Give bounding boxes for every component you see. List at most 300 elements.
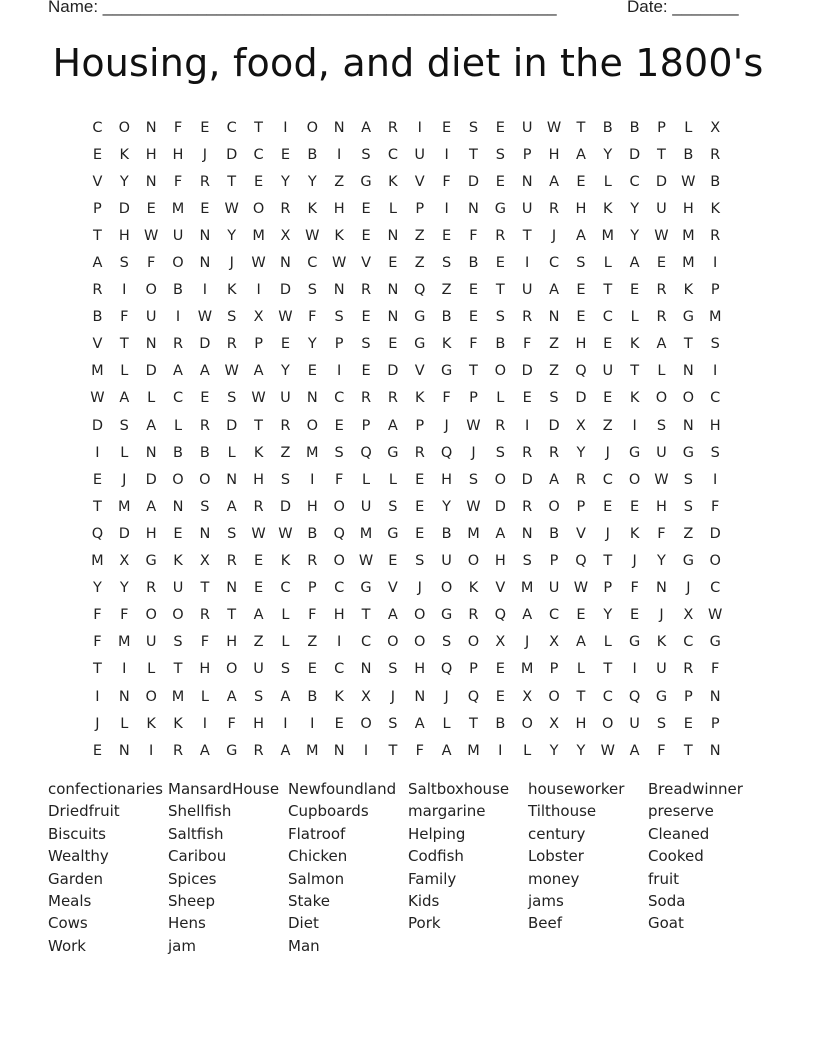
grid-letter[interactable]: Y [227, 227, 237, 244]
grid-letter[interactable]: M [708, 309, 722, 326]
grid-letter[interactable]: E [576, 173, 586, 190]
grid-letter[interactable]: K [280, 553, 291, 570]
grid-letter[interactable]: I [310, 471, 315, 488]
grid-letter[interactable]: A [253, 363, 264, 380]
grid-letter[interactable]: S [522, 553, 532, 570]
grid-letter[interactable]: W [331, 255, 347, 272]
grid-letter[interactable]: F [657, 525, 666, 542]
grid-letter[interactable]: R [549, 200, 560, 217]
grid-letter[interactable]: J [551, 227, 557, 244]
grid-letter[interactable]: I [337, 146, 342, 163]
grid-letter[interactable]: E [361, 200, 371, 217]
grid-letter[interactable]: G [226, 742, 238, 759]
grid-letter[interactable]: E [495, 173, 505, 190]
grid-letter[interactable]: G [387, 444, 399, 461]
grid-letter[interactable]: S [415, 553, 425, 570]
grid-letter[interactable]: S [468, 119, 479, 136]
grid-letter[interactable]: U [172, 580, 184, 597]
grid-letter[interactable]: W [305, 227, 320, 244]
grid-letter[interactable]: X [361, 688, 371, 705]
grid-letter[interactable]: M [306, 742, 319, 759]
grid-letter[interactable]: K [656, 634, 667, 651]
grid-letter[interactable]: D [494, 498, 506, 515]
grid-letter[interactable]: W [546, 119, 562, 136]
grid-letter[interactable]: Q [414, 282, 426, 299]
grid-letter[interactable]: R [360, 390, 372, 407]
grid-letter[interactable]: V [92, 336, 103, 353]
grid-letter[interactable]: Y [576, 742, 586, 759]
grid-letter[interactable]: F [523, 336, 532, 353]
grid-letter[interactable]: P [361, 417, 371, 434]
grid-letter[interactable]: L [227, 444, 236, 461]
grid-letter[interactable]: T [388, 742, 398, 759]
grid-letter[interactable]: O [306, 119, 319, 136]
grid-letter[interactable]: A [119, 390, 130, 407]
grid-letter[interactable]: G [360, 580, 372, 597]
grid-letter[interactable]: Z [441, 282, 452, 299]
grid-letter[interactable]: X [575, 417, 586, 434]
grid-letter[interactable]: O [628, 471, 641, 488]
grid-letter[interactable]: X [549, 715, 559, 732]
grid-letter[interactable]: X [280, 227, 291, 244]
grid-letter[interactable]: G [494, 200, 506, 217]
grid-letter[interactable]: M [359, 525, 373, 542]
grid-letter[interactable]: G [655, 688, 668, 705]
grid-letter[interactable]: W [600, 742, 615, 759]
grid-letter[interactable]: E [576, 607, 586, 624]
grid-letter[interactable]: N [333, 119, 345, 136]
grid-letter[interactable]: D [467, 173, 480, 190]
grid-letter[interactable]: B [307, 525, 318, 542]
grid-letter[interactable]: I [337, 363, 342, 380]
grid-letter[interactable]: I [525, 255, 530, 272]
grid-letter[interactable]: J [605, 525, 610, 542]
grid-letter[interactable]: E [495, 119, 505, 136]
grid-letter[interactable]: D [91, 417, 104, 434]
grid-letter[interactable]: A [414, 715, 425, 732]
grid-letter[interactable]: B [710, 173, 721, 190]
grid-letter[interactable]: B [173, 282, 183, 299]
grid-letter[interactable]: N [387, 309, 399, 326]
grid-letter[interactable]: M [118, 634, 131, 651]
grid-letter[interactable]: D [629, 146, 641, 163]
grid-letter[interactable]: P [93, 200, 102, 217]
grid-letter[interactable]: S [495, 146, 505, 163]
grid-letter[interactable]: J [229, 255, 234, 272]
grid-letter[interactable]: F [415, 742, 424, 759]
grid-letter[interactable]: E [656, 255, 667, 272]
grid-letter[interactable]: D [655, 173, 668, 190]
grid-letter[interactable]: I [202, 715, 207, 732]
grid-letter[interactable]: B [468, 255, 479, 272]
grid-letter[interactable]: R [253, 498, 264, 515]
grid-letter[interactable]: H [575, 200, 587, 217]
grid-letter[interactable]: R [146, 580, 157, 597]
grid-letter[interactable]: E [280, 336, 291, 353]
grid-letter[interactable]: Q [91, 525, 104, 542]
grid-letter[interactable]: O [414, 634, 426, 651]
grid-letter[interactable]: E [200, 390, 210, 407]
grid-letter[interactable]: N [387, 282, 399, 299]
grid-letter[interactable]: L [523, 742, 532, 759]
grid-letter[interactable]: O [333, 498, 345, 515]
grid-letter[interactable]: H [441, 471, 453, 488]
grid-letter[interactable]: E [334, 417, 344, 434]
grid-letter[interactable]: A [280, 688, 291, 705]
grid-letter[interactable]: X [253, 309, 264, 326]
grid-letter[interactable]: S [173, 634, 183, 651]
grid-letter[interactable]: H [199, 661, 211, 678]
grid-letter[interactable]: M [171, 200, 185, 217]
grid-letter[interactable]: W [681, 173, 696, 190]
grid-letter[interactable]: S [683, 471, 693, 488]
grid-letter[interactable]: U [145, 309, 157, 326]
grid-letter[interactable]: B [307, 146, 318, 163]
grid-letter[interactable]: G [682, 309, 694, 326]
grid-letter[interactable]: R [575, 471, 586, 488]
grid-letter[interactable]: O [252, 200, 265, 217]
grid-letter[interactable]: I [632, 661, 637, 678]
grid-letter[interactable]: R [549, 444, 560, 461]
grid-letter[interactable]: R [172, 336, 184, 353]
grid-letter[interactable]: E [92, 742, 103, 759]
grid-letter[interactable]: A [549, 471, 559, 488]
grid-letter[interactable]: F [308, 309, 317, 326]
grid-letter[interactable]: T [469, 715, 478, 732]
grid-letter[interactable]: D [575, 390, 587, 407]
grid-letter[interactable]: H [414, 661, 426, 678]
grid-letter[interactable]: S [361, 146, 371, 163]
grid-letter[interactable]: S [253, 688, 264, 705]
grid-letter[interactable]: M [91, 553, 104, 570]
grid-letter[interactable]: T [227, 607, 237, 624]
grid-letter[interactable]: K [388, 173, 398, 190]
grid-letter[interactable]: C [307, 255, 318, 272]
grid-letter[interactable]: E [361, 309, 371, 326]
grid-letter[interactable]: N [709, 688, 721, 705]
grid-letter[interactable]: L [120, 363, 129, 380]
grid-letter[interactable]: A [549, 282, 559, 299]
grid-letter[interactable]: N [682, 363, 694, 380]
grid-letter[interactable]: N [172, 498, 184, 515]
grid-letter[interactable]: I [95, 444, 100, 461]
grid-letter[interactable]: M [171, 688, 185, 705]
grid-letter[interactable]: V [92, 173, 103, 190]
grid-letter[interactable]: R [522, 309, 533, 326]
grid-letter[interactable]: N [468, 200, 479, 217]
grid-letter[interactable]: M [252, 227, 265, 244]
grid-letter[interactable]: A [629, 255, 640, 272]
grid-letter[interactable]: B [629, 119, 640, 136]
grid-letter[interactable]: T [469, 146, 478, 163]
grid-letter[interactable]: S [119, 255, 129, 272]
grid-letter[interactable]: H [656, 498, 667, 515]
grid-letter[interactable]: K [146, 715, 156, 732]
grid-letter[interactable]: Y [119, 580, 129, 597]
grid-letter[interactable]: W [143, 227, 159, 244]
grid-letter[interactable]: L [147, 390, 156, 407]
grid-letter[interactable]: U [521, 200, 533, 217]
grid-letter[interactable]: R [495, 227, 506, 244]
grid-letter[interactable]: J [390, 688, 396, 705]
grid-letter[interactable]: U [521, 119, 533, 136]
grid-letter[interactable]: K [173, 715, 183, 732]
grid-letter[interactable]: Y [630, 200, 640, 217]
grid-letter[interactable]: U [280, 390, 291, 407]
grid-letter[interactable]: T [254, 119, 264, 136]
grid-letter[interactable]: N [682, 417, 694, 434]
grid-letter[interactable]: I [444, 200, 449, 217]
grid-letter[interactable]: O [172, 255, 184, 272]
grid-letter[interactable]: N [360, 661, 372, 678]
grid-letter[interactable]: P [334, 336, 344, 353]
grid-letter[interactable]: B [495, 715, 506, 732]
grid-letter[interactable]: P [549, 661, 559, 678]
grid-letter[interactable]: P [710, 715, 720, 732]
grid-letter[interactable]: A [173, 363, 183, 380]
grid-letter[interactable]: W [197, 309, 213, 326]
grid-letter[interactable]: Z [414, 227, 425, 244]
grid-letter[interactable]: M [306, 444, 319, 461]
grid-letter[interactable]: R [226, 553, 237, 570]
grid-letter[interactable]: R [226, 336, 237, 353]
grid-letter[interactable]: U [172, 227, 184, 244]
grid-letter[interactable]: O [602, 715, 614, 732]
grid-letter[interactable]: C [548, 255, 560, 272]
grid-letter[interactable]: I [175, 309, 181, 326]
grid-letter[interactable]: E [495, 661, 505, 678]
grid-letter[interactable]: B [92, 309, 103, 326]
grid-letter[interactable]: H [575, 715, 587, 732]
grid-letter[interactable]: B [307, 688, 318, 705]
grid-letter[interactable]: I [417, 119, 422, 136]
grid-letter[interactable]: T [469, 363, 478, 380]
grid-letter[interactable]: L [442, 715, 451, 732]
grid-letter[interactable]: Y [630, 227, 640, 244]
grid-letter[interactable]: E [415, 525, 425, 542]
grid-letter[interactable]: J [444, 688, 449, 705]
grid-letter[interactable]: L [388, 471, 397, 488]
grid-letter[interactable]: F [120, 607, 129, 624]
grid-letter[interactable]: H [118, 227, 130, 244]
grid-letter[interactable]: K [629, 525, 640, 542]
grid-letter[interactable]: R [710, 146, 721, 163]
grid-letter[interactable]: H [709, 417, 721, 434]
grid-letter[interactable]: S [227, 309, 237, 326]
grid-letter[interactable]: G [682, 444, 694, 461]
grid-letter[interactable]: X [495, 634, 506, 651]
grid-letter[interactable]: S [683, 498, 693, 515]
grid-letter[interactable]: V [575, 525, 586, 542]
grid-letter[interactable]: R [495, 417, 506, 434]
grid-letter[interactable]: E [200, 200, 210, 217]
grid-letter[interactable]: Z [280, 444, 291, 461]
grid-letter[interactable]: G [414, 309, 426, 326]
grid-letter[interactable]: U [548, 580, 560, 597]
grid-letter[interactable]: S [549, 390, 559, 407]
grid-letter[interactable]: K [468, 580, 479, 597]
grid-letter[interactable]: P [254, 336, 263, 353]
grid-letter[interactable]: U [414, 146, 426, 163]
grid-letter[interactable]: E [361, 363, 371, 380]
grid-letter[interactable]: L [576, 661, 585, 678]
grid-letter[interactable]: T [683, 336, 693, 353]
grid-letter[interactable]: S [119, 417, 129, 434]
grid-letter[interactable]: N [414, 688, 426, 705]
grid-letter[interactable]: C [548, 607, 560, 624]
grid-letter[interactable]: F [173, 173, 183, 190]
grid-letter[interactable]: W [251, 390, 266, 407]
grid-letter[interactable]: W [466, 498, 481, 515]
grid-letter[interactable]: O [145, 282, 157, 299]
grid-letter[interactable]: A [387, 417, 398, 434]
grid-letter[interactable]: I [256, 282, 261, 299]
grid-letter[interactable]: R [307, 553, 318, 570]
grid-letter[interactable]: S [200, 498, 210, 515]
grid-letter[interactable]: M [118, 498, 131, 515]
grid-letter[interactable]: N [548, 309, 560, 326]
grid-letter[interactable]: B [683, 146, 694, 163]
grid-letter[interactable]: R [199, 173, 210, 190]
grid-letter[interactable]: S [334, 444, 344, 461]
grid-letter[interactable]: R [522, 444, 533, 461]
grid-letter[interactable]: S [441, 634, 452, 651]
grid-letter[interactable]: Z [549, 363, 559, 380]
grid-letter[interactable]: N [306, 390, 318, 407]
grid-letter[interactable]: L [361, 471, 371, 488]
grid-letter[interactable]: S [656, 715, 667, 732]
grid-letter[interactable]: W [224, 363, 239, 380]
grid-letter[interactable]: S [227, 390, 237, 407]
grid-letter[interactable]: I [632, 417, 637, 434]
grid-letter[interactable]: H [548, 146, 560, 163]
grid-letter[interactable]: G [387, 525, 399, 542]
grid-letter[interactable]: Q [440, 444, 453, 461]
grid-letter[interactable]: M [91, 363, 104, 380]
grid-letter[interactable]: E [92, 146, 103, 163]
grid-letter[interactable]: C [334, 580, 345, 597]
grid-letter[interactable]: H [145, 146, 157, 163]
grid-letter[interactable]: R [710, 227, 721, 244]
grid-letter[interactable]: D [709, 525, 721, 542]
grid-letter[interactable]: R [199, 607, 210, 624]
grid-letter[interactable]: O [145, 688, 157, 705]
grid-letter[interactable]: C [629, 173, 640, 190]
grid-letter[interactable]: Q [360, 444, 372, 461]
grid-letter[interactable]: D [199, 336, 211, 353]
grid-letter[interactable]: R [280, 200, 291, 217]
grid-letter[interactable]: A [549, 173, 559, 190]
grid-letter[interactable]: Q [628, 688, 641, 705]
grid-letter[interactable]: N [145, 336, 157, 353]
grid-letter[interactable]: T [576, 688, 586, 705]
grid-letter[interactable]: S [656, 417, 667, 434]
grid-letter[interactable]: E [173, 525, 183, 542]
grid-letter[interactable]: D [279, 282, 292, 299]
grid-letter[interactable]: C [387, 146, 398, 163]
grid-letter[interactable]: F [630, 580, 639, 597]
grid-letter[interactable]: D [226, 146, 238, 163]
grid-letter[interactable]: I [713, 255, 718, 272]
grid-letter[interactable]: T [683, 742, 693, 759]
grid-letter[interactable]: K [226, 282, 237, 299]
grid-letter[interactable]: M [682, 227, 695, 244]
grid-letter[interactable]: W [654, 471, 669, 488]
grid-letter[interactable]: I [283, 715, 288, 732]
grid-letter[interactable]: M [682, 255, 695, 272]
grid-letter[interactable]: J [471, 444, 476, 461]
grid-letter[interactable]: N [199, 255, 211, 272]
grid-letter[interactable]: H [333, 200, 345, 217]
grid-letter[interactable]: C [710, 580, 721, 597]
grid-letter[interactable]: E [254, 580, 264, 597]
grid-letter[interactable]: C [360, 634, 372, 651]
grid-letter[interactable]: P [549, 553, 559, 570]
grid-letter[interactable]: P [469, 390, 478, 407]
grid-letter[interactable]: O [414, 607, 426, 624]
grid-letter[interactable]: O [521, 715, 533, 732]
grid-letter[interactable]: U [656, 661, 667, 678]
grid-letter[interactable]: Q [333, 525, 345, 542]
grid-letter[interactable]: K [683, 282, 694, 299]
grid-letter[interactable]: C [602, 688, 613, 705]
grid-letter[interactable]: K [334, 688, 344, 705]
grid-letter[interactable]: S [710, 336, 720, 353]
grid-letter[interactable]: L [603, 255, 612, 272]
grid-letter[interactable]: Q [575, 363, 587, 380]
grid-letter[interactable]: M [520, 661, 534, 678]
grid-letter[interactable]: L [200, 688, 209, 705]
grid-letter[interactable]: F [469, 336, 478, 353]
grid-letter[interactable]: M [467, 742, 480, 759]
grid-letter[interactable]: S [280, 661, 291, 678]
grid-letter[interactable]: S [495, 444, 505, 461]
grid-letter[interactable]: N [145, 444, 157, 461]
grid-letter[interactable]: D [548, 417, 560, 434]
grid-letter[interactable]: T [657, 146, 666, 163]
grid-letter[interactable]: S [495, 309, 505, 326]
grid-letter[interactable]: M [467, 525, 480, 542]
grid-letter[interactable]: L [173, 417, 183, 434]
grid-letter[interactable]: R [360, 282, 372, 299]
grid-letter[interactable]: D [145, 471, 157, 488]
grid-letter[interactable]: N [145, 173, 157, 190]
grid-letter[interactable]: A [575, 146, 586, 163]
grid-letter[interactable]: P [710, 282, 720, 299]
grid-letter[interactable]: O [199, 471, 211, 488]
grid-letter[interactable]: A [253, 607, 264, 624]
grid-letter[interactable]: F [711, 498, 720, 515]
grid-letter[interactable]: U [441, 553, 452, 570]
grid-letter[interactable]: E [388, 553, 398, 570]
grid-letter[interactable]: L [496, 390, 505, 407]
grid-letter[interactable]: S [388, 715, 398, 732]
grid-letter[interactable]: Y [281, 363, 290, 380]
grid-letter[interactable]: M [520, 580, 534, 597]
grid-letter[interactable]: X [119, 553, 130, 570]
grid-letter[interactable]: P [683, 688, 693, 705]
grid-letter[interactable]: I [310, 715, 315, 732]
grid-letter[interactable]: H [682, 200, 694, 217]
grid-letter[interactable]: T [522, 227, 532, 244]
grid-letter[interactable]: D [118, 200, 130, 217]
grid-letter[interactable]: T [93, 661, 102, 678]
grid-letter[interactable]: Y [93, 580, 102, 597]
grid-letter[interactable]: I [363, 742, 369, 759]
grid-letter[interactable]: F [308, 607, 317, 624]
grid-letter[interactable]: Z [414, 255, 425, 272]
grid-letter[interactable]: Y [549, 742, 559, 759]
